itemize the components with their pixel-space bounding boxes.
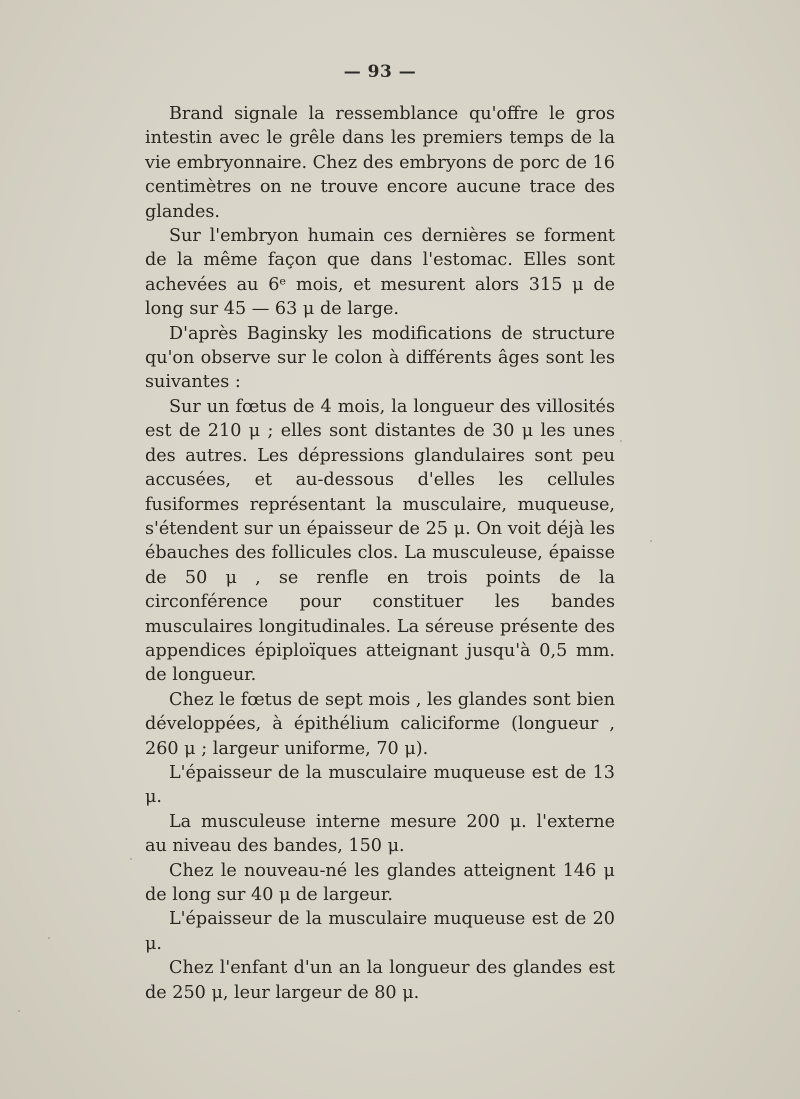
paper-speck (650, 540, 652, 542)
paper-speck (18, 1010, 20, 1012)
paragraph-4: Sur un fœtus de 4 mois, la longueur des villosités est de 210 μ ; elles sont distantes de 30 μ les unes des autres. Les dépressions glandulaires sont peu accusées, et au-dessous d'elles les cellules fusiformes représentant la musculaire, muqueuse, s'étendent sur un épaisseur de 25 μ. On voit déjà les ébauches des follicules clos. La musculeuse, épaisse de 50 μ , se renfle en trois points de la circonférence pour constituer les bandes musculaires longitudinales. La séreuse présente des appendices épiploïques atteignant jusqu'à 0,5 mm. de longueur. (145, 396, 615, 686)
paragraph-2: Sur l'embryon humain ces dernières se forment de la même façon que dans l'estomac. Elles sont achevées au 6ᵉ mois, et mesurent alors 315 μ de long sur 45 — 63 μ de large. (145, 226, 615, 320)
paragraph-6: L'épaisseur de la musculaire muqueuse est de 13 μ. (145, 762, 615, 808)
paragraph-8: Chez le nouveau-né les glandes atteignent 146 μ de long sur 40 μ de largeur. (145, 860, 615, 905)
paragraph-3: D'après Baginsky les modifications de structure qu'on observe sur le colon à différents âges sont les suivantes : (145, 323, 615, 393)
paragraph-9: L'épaisseur de la musculaire muqueuse est de 20 μ. (145, 909, 615, 954)
paragraph-10: Chez l'enfant d'un an la longueur des glandes est de 250 μ, leur largeur de 80 μ. (145, 958, 615, 1003)
paper-speck (48, 937, 50, 939)
paper-speck (130, 858, 132, 860)
page-number: — 93 — (343, 62, 417, 82)
paragraph-5: Chez le fœtus de sept mois , les glandes sont bien développées, à épithélium caliciforme (longueur , 260 μ ; largeur uniforme, 70 μ). (145, 689, 615, 759)
body-text (145, 102, 615, 1005)
paragraph-7: La musculeuse interne mesure 200 μ. l'externe au niveau des bandes, 150 μ. (145, 811, 615, 857)
paper-speck (620, 440, 622, 442)
paragraph-1: Brand signale la ressemblance qu'offre le gros intestin avec le grêle dans les premiers temps de la vie embryonnaire. Chez des embryons de porc de 16 centimètres on ne trouve encore aucune trace des glandes. (145, 104, 615, 222)
